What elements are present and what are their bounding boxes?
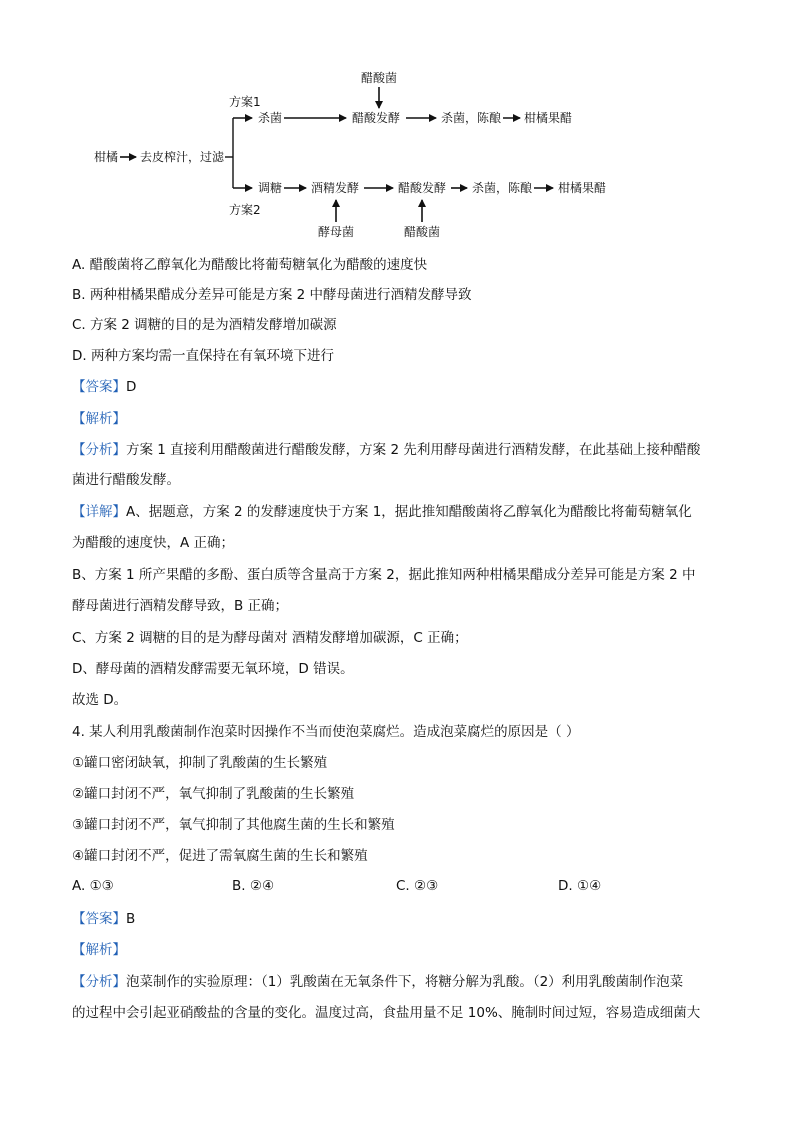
q4-choice-d: D. ①④ (558, 878, 602, 894)
q3-option-d: D. 两种方案均需一直保持在有氧环境下进行 (72, 348, 334, 364)
q3-option-a: A. 醋酸菌将乙醇氧化为醋酸比将葡萄糖氧化为醋酸的速度快 (72, 257, 428, 273)
q4-fenxi-line2: 的过程中会引起亚硝酸盐的含量的变化。温度过高，食盐用量不足 10%、腌制时间过短，容易造成细菌大 (72, 1005, 701, 1021)
node-process1: 去皮榨汁，过滤 (140, 150, 225, 164)
xiangjie-tag: 【详解】 (72, 504, 126, 520)
s2-node-sterilize-age: 杀菌，陈酿 (472, 181, 533, 195)
q4-analysis-heading (72, 941, 126, 959)
analysis-tag: 【解析】 (72, 411, 126, 427)
q3-fenxi-line1 (72, 441, 700, 459)
answer-tag: 【答案】 (72, 379, 126, 395)
answer-value: B (126, 911, 136, 927)
q3-answer (72, 378, 136, 396)
q4-choice-b: B. ②④ (232, 878, 275, 894)
q4-choice-c: C. ②③ (396, 878, 439, 894)
scheme1-label: 方案1 (229, 95, 261, 109)
node-source: 柑橘 (94, 150, 119, 164)
fenxi-text: 泡菜制作的实验原理：（1）乳酸菌在无氧条件下，将糖分解为乳酸。（2）利用乳酸菌制作泡菜 (126, 974, 684, 990)
s1-node-acetic-fermentation: 醋酸发酵 (352, 111, 401, 125)
q4-item-4: ④罐口封闭不严，促进了需氧腐生菌的生长和繁殖 (72, 848, 368, 864)
q4-answer (72, 910, 135, 928)
s2-node-alcohol-fermentation: 酒精发酵 (311, 181, 360, 195)
s2-node-product: 柑橘果醋 (558, 181, 607, 195)
scheme2-label: 方案2 (229, 203, 261, 217)
s1-node-sterilize-age: 杀菌，陈酿 (441, 111, 502, 125)
answer-tag: 【答案】 (72, 911, 126, 927)
q3-c-line: C、方案 2 调糖的目的是为酵母菌对 酒精发酵增加碳源，C 正确； (72, 630, 468, 646)
q4-stem: 4. 某人利用乳酸菌制作泡菜时因操作不当而使泡菜腐烂。造成泡菜腐烂的原因是（ ） (72, 724, 580, 740)
q3-fenxi-line2: 菌进行醋酸发酵。 (72, 472, 180, 488)
q3-option-b: B. 两种柑橘果醋成分差异可能是方案 2 中酵母菌进行酒精发酵导致 (72, 287, 472, 303)
s2-input-acetobacter: 醋酸菌 (404, 225, 441, 239)
s2-node-acetic-fermentation: 醋酸发酵 (398, 181, 447, 195)
s1-node-sterilize: 杀菌 (258, 111, 283, 125)
q4-fenxi-line1 (72, 973, 683, 991)
s1-node-product: 柑橘果醋 (524, 111, 573, 125)
q3-analysis-heading (72, 410, 126, 428)
fenxi-tag: 【分析】 (72, 442, 126, 458)
q4-item-1: ①罐口密闭缺氧，抑制了乳酸菌的生长繁殖 (72, 755, 328, 771)
q3-d-line: D、酵母菌的酒精发酵需要无氧环境，D 错误。 (72, 661, 354, 677)
fenxi-tag: 【分析】 (72, 974, 126, 990)
q4-item-2: ②罐口封闭不严，氧气抑制了乳酸菌的生长繁殖 (72, 786, 355, 802)
q3-xiangjie-line2: 为醋酸的速度快，A 正确； (72, 535, 235, 551)
analysis-tag: 【解析】 (72, 942, 126, 958)
q3-xiangjie-line1 (72, 503, 692, 521)
answer-value: D (126, 379, 137, 395)
s1-input-acetobacter: 醋酸菌 (361, 71, 398, 85)
q4-choice-a: A. ①③ (72, 878, 114, 894)
q3-b-line1: B、方案 1 所产果醋的多酚、蛋白质等含量高于方案 2，据此推知两种柑橘果醋成分差异可能是方案 2 中 (72, 567, 696, 583)
s2-node-adjust-sugar: 调糖 (258, 181, 283, 195)
q3-b-line2: 酵母菌进行酒精发酵导致，B 正确； (72, 598, 289, 614)
xiangjie-text: A、据题意，方案 2 的发酵速度快于方案 1，据此推知醋酸菌将乙醇氧化为醋酸比将葡萄糖氧化 (126, 504, 692, 520)
q3-conclusion: 故选 D。 (72, 692, 128, 708)
fenxi-text: 方案 1 直接利用醋酸菌进行醋酸发酵，方案 2 先利用酵母菌进行酒精发酵，在此基础上接种醋酸 (126, 442, 701, 458)
q4-item-3: ③罐口封闭不严，氧气抑制了其他腐生菌的生长和繁殖 (72, 817, 395, 833)
q3-option-c: C. 方案 2 调糖的目的是为酒精发酵增加碳源 (72, 317, 337, 333)
fermentation-flow-diagram (0, 0, 794, 250)
s2-input-yeast: 酵母菌 (318, 225, 355, 239)
